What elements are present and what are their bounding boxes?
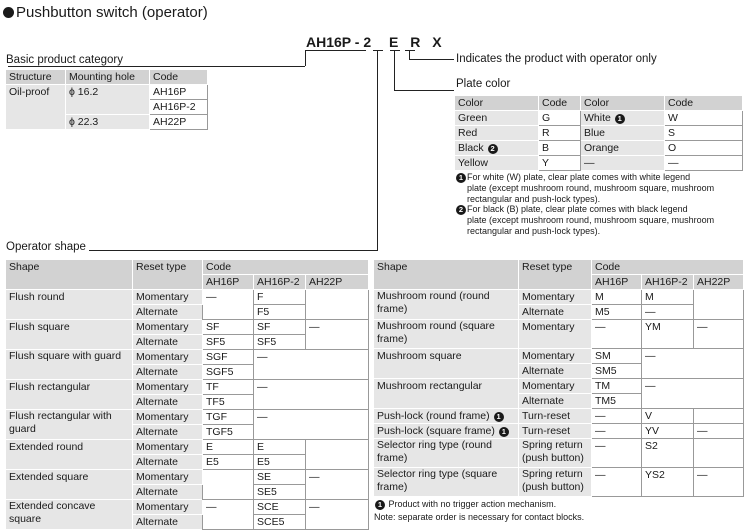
op-reset: Alternate [133,455,203,470]
op-header-ah22p: AH22P [694,275,744,290]
op-shape: Push-lock (square frame) 1 [374,424,519,439]
basic-leader-v [305,50,306,66]
note-1-icon: 1 [375,500,385,510]
op-reset: Alternate [519,394,592,409]
op-code: M5 [592,305,642,320]
model-base: AH16P - 2 [306,34,372,50]
note-1-icon: 1 [615,114,625,124]
op-shape: Selector ring type (square frame) [374,468,519,497]
op-code: — [642,349,744,379]
op-shape: Extended round [6,440,133,470]
r-leader [394,50,395,90]
op-code: YV [642,424,694,439]
op-code: — [694,468,744,497]
basic-hole-1: ϕ 16.2 [66,85,150,115]
model-x: X [432,34,442,50]
op-header-reset: Reset type [519,260,592,290]
op-code: M [592,290,642,305]
op-code [694,290,744,320]
model-e: E [389,34,399,50]
op-reset: Momentary [133,290,203,305]
op-code [306,290,369,320]
op-code: SF [203,320,254,335]
plate-note-1: 1 For white (W) plate, clear plate comes with white legend plate (except mushroom round, mushroom square, mushroom rectangular and push-lock types). 2 For black (B) plate, clear plate comes with black legend plate (except mushroom round, mushroom square, mushroom rectangular and push-lock types). [455,172,714,236]
op-reset: Alternate [133,395,203,410]
op-code: TM5 [592,394,642,409]
basic-code-2: AH16P-2 [150,100,208,115]
e-leader [377,50,378,250]
op-reset: Alternate [133,515,203,530]
plate-color: — [581,156,665,171]
op-code: YM [642,320,694,349]
x-leader-h [409,59,454,60]
op-code: — [592,468,642,497]
op-code [694,439,744,468]
op-shape: Flush round [6,290,133,320]
op-shape: Selector ring type (round frame) [374,439,519,468]
basic-header-code: Code [150,70,208,85]
op-reset: Spring return (push button) [519,439,592,468]
e-underline [373,50,383,51]
op-code: SM [592,349,642,364]
op-code: F [254,290,306,305]
op-header-reset: Reset type [133,260,203,290]
op-header-code: Code [592,260,744,275]
op-shape: Mushroom round (square frame) [374,320,519,349]
op-code: E5 [254,455,306,470]
op-code: — [203,290,254,320]
operator-only-label: Indicates the product with operator only [456,53,657,65]
plate-color: Orange [581,141,665,156]
plate-color-label: Plate color [456,78,511,90]
op-code: TM [592,379,642,394]
model-code [306,34,442,50]
op-reset: Alternate [519,305,592,320]
op-code: — [642,379,744,409]
op-shape: Flush rectangular [6,380,133,410]
op-code: — [642,305,694,320]
basic-structure: Oil-proof [6,85,66,130]
op-code: M [642,290,694,305]
footnote-1: 1 Product with no trigger action mechanism. [374,499,556,510]
op-shape: Mushroom round (round frame) [374,290,519,320]
x-underline [405,50,415,51]
plate-code: — [665,156,743,171]
op-code: SGF [203,350,254,365]
op-code: E5 [203,455,254,470]
op-header-ah16p2: AH16P-2 [254,275,306,290]
footnote-2: Note: separate order is necessary for contact blocks. [374,512,585,522]
op-code: E [254,440,306,455]
op-code: TF [203,380,254,395]
plate-color: Green [455,111,539,126]
plate-color: Blue [581,126,665,141]
op-reset: Momentary [519,290,592,305]
op-code: V [642,409,694,424]
op-code: — [592,424,642,439]
op-shape: Mushroom square [374,349,519,379]
r-underline [390,50,400,51]
op-shape: Extended square [6,470,133,500]
plate-code: W [665,111,743,126]
op-shape: Flush square with guard [6,350,133,380]
op-code: — [203,500,254,530]
plate-code: Y [539,156,581,171]
plate-code: B [539,141,581,156]
op-code: — [306,500,369,530]
op-header-shape: Shape [374,260,519,290]
op-code: SF5 [203,335,254,350]
basic-category-table [5,69,208,130]
op-header-shape: Shape [6,260,133,290]
op-code: — [254,380,369,410]
op-reset: Alternate [519,364,592,379]
note-1-icon: 1 [494,412,504,422]
op-header-ah22p: AH22P [306,275,369,290]
basic-code-3: AH22P [150,115,208,130]
op-reset: Alternate [133,485,203,500]
plate-header-code: Code [539,96,581,111]
plate-code: O [665,141,743,156]
plate-code: G [539,111,581,126]
r-leader-h [394,90,454,91]
plate-header-code-2: Code [665,96,743,111]
op-code: — [592,409,642,424]
operator-shape-label: Operator shape [6,240,89,254]
op-reset: Momentary [519,349,592,364]
op-reset: Momentary [133,500,203,515]
op-shape: Mushroom rectangular [374,379,519,409]
op-code: — [592,439,642,468]
basic-code-1: AH16P [150,85,208,100]
op-code: — [254,350,369,380]
plate-color: White 1 [581,111,665,126]
basic-hole-2: ϕ 22.3 [66,115,150,130]
model-r: R [410,34,421,50]
op-code: SGF5 [203,365,254,380]
op-reset: Momentary [133,350,203,365]
basic-header-structure: Structure [6,70,66,85]
op-reset: Alternate [133,305,203,320]
plate-color: Red [455,126,539,141]
op-code: SF [254,320,306,335]
op-code: SE [254,470,306,485]
op-reset: Alternate [133,335,203,350]
op-code: YS2 [642,468,694,497]
basic-category-label: Basic product category [6,54,123,66]
op-code: — [694,424,744,439]
op-header-ah16p: AH16P [592,275,642,290]
op-reset: Momentary [519,320,592,349]
op-reset: Momentary [133,410,203,425]
x-leader [409,50,410,59]
op-code: TGF [203,410,254,425]
op-code: SF5 [254,335,306,350]
op-code: — [694,320,744,349]
plate-color-table [454,95,743,171]
operator-table-right [373,259,744,497]
operator-table-left [5,259,369,530]
op-reset: Spring return (push button) [519,468,592,497]
op-reset: Momentary [519,379,592,394]
op-code: TF5 [203,395,254,410]
op-code: TGF5 [203,425,254,440]
op-code [306,440,369,470]
op-code: S2 [642,439,694,468]
note-2-icon: 2 [488,144,498,154]
plate-color: Black 2 [455,141,539,156]
note-2-icon: 2 [456,205,466,215]
op-shape: Flush rectangular with guard [6,410,133,440]
op-code [694,409,744,424]
op-reset: Momentary [133,440,203,455]
op-shape: Push-lock (round frame) 1 [374,409,519,424]
plate-header-color: Color [455,96,539,111]
plate-header-color-2: Color [581,96,665,111]
op-code: — [306,470,369,500]
op-code: SCE5 [254,515,306,530]
op-reset: Momentary [133,380,203,395]
op-header-code: Code [203,260,369,275]
bullet-icon [3,7,14,18]
note-1-icon: 1 [456,173,466,183]
plate-color: Yellow [455,156,539,171]
op-header-ah16p2: AH16P-2 [642,275,694,290]
op-code: F5 [254,305,306,320]
op-code: E [203,440,254,455]
plate-code: R [539,126,581,141]
op-reset: Momentary [133,470,203,485]
plate-code: S [665,126,743,141]
op-code: SE5 [254,485,306,500]
op-header-ah16p: AH16P [203,275,254,290]
op-code: SM5 [592,364,642,379]
op-shape: Flush square [6,320,133,350]
op-code [203,470,254,500]
op-reset: Alternate [133,425,203,440]
op-reset: Alternate [133,365,203,380]
op-reset: Turn-reset [519,424,592,439]
note-1-icon: 1 [499,427,509,437]
page-title: Pushbutton switch (operator) [3,4,208,22]
op-reset: Turn-reset [519,409,592,424]
op-shape: Extended concave square [6,500,133,530]
op-code: — [306,320,369,350]
op-reset: Momentary [133,320,203,335]
model-underline [306,50,366,51]
op-code: — [254,410,369,440]
op-code: — [592,320,642,349]
basic-header-hole: Mounting hole [66,70,150,85]
op-code: SCE [254,500,306,515]
